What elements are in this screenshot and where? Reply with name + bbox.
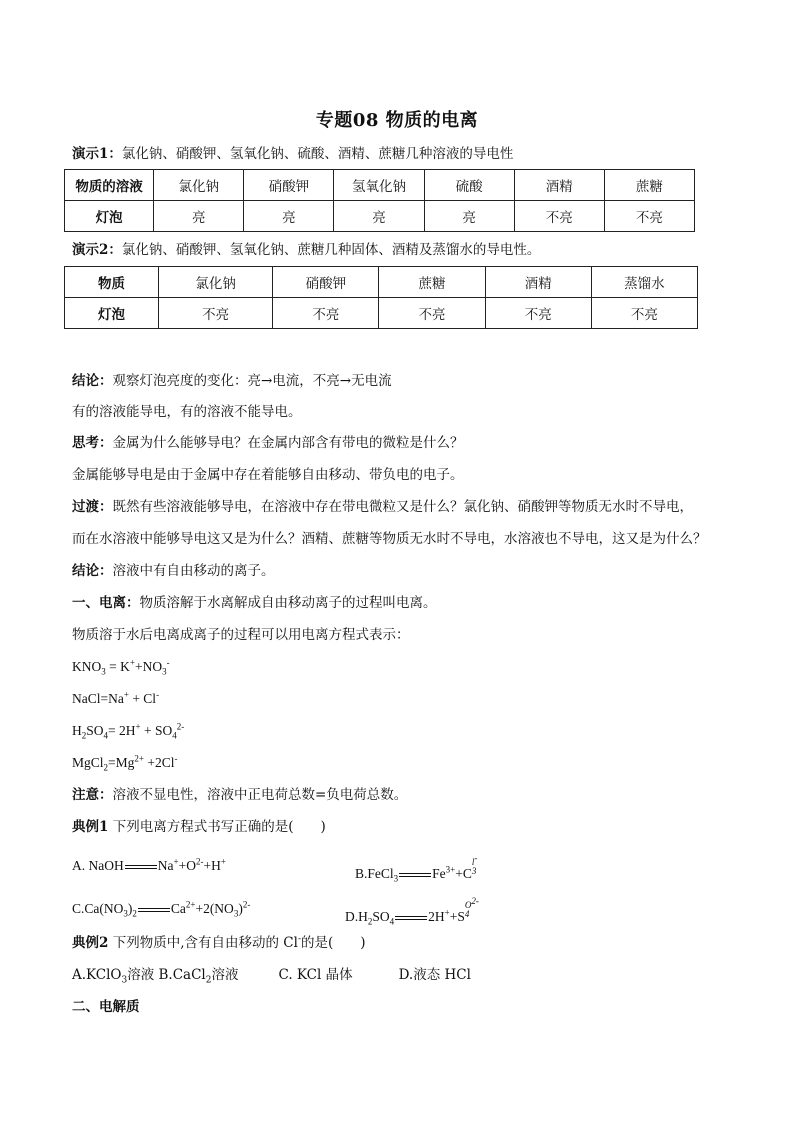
table-row: [65, 201, 695, 232]
table-cell: 氯化钠: [159, 267, 273, 298]
table-cell: 酒精: [485, 267, 591, 298]
table-cell: 亮: [424, 201, 514, 232]
table-cell: 灯泡: [65, 201, 154, 232]
conclusion1-label: 结论：: [72, 373, 113, 389]
equation-h2so4: $H_2SO_4= 2H^+ + SO_4^{2-}$: [72, 721, 185, 741]
example1-option-d: $D.H_2SO_4$ $2H^++SO^{2-}$ 4: [345, 896, 479, 927]
demo1-line: [72, 145, 513, 163]
table-cell: 不亮: [485, 298, 591, 329]
transition-line-1: [72, 498, 693, 516]
conclusion2-text: 溶液中有自由移动的离子。: [112, 563, 275, 579]
table-cell: 亮: [154, 201, 244, 232]
note-line: [72, 786, 407, 804]
table-cell: 不亮: [604, 201, 694, 232]
table-cell: 亮: [244, 201, 334, 232]
table-cell: 灯泡: [65, 298, 159, 329]
demo2-line: [72, 241, 540, 259]
example2-options: A.KClO$_3$溶液 B.CaCl$_2$溶液 C. KCl 晶体 D.液态 HCl: [72, 967, 471, 986]
conclusion2-label: 结论：: [72, 563, 113, 579]
example1-option-c: $C.Ca(NO_3)_2$ $Ca^{2+}+2(NO_3)^{2-}$: [72, 899, 251, 919]
table-cell: 不亮: [159, 298, 273, 329]
transition-label: 过渡：: [72, 499, 113, 515]
table-row: [65, 170, 695, 201]
demo1-text: 氯化钠、硝酸钾、氢氧化钠、硫酸、酒精、蔗糖几种溶液的导电性: [121, 146, 514, 162]
example2-label: 典例2: [72, 935, 109, 951]
example1-text: 下列电离方程式书写正确的是( ): [108, 819, 326, 835]
table-cell: 硫酸: [424, 170, 514, 201]
table-cell: 物质: [65, 267, 159, 298]
conclusion1-line: [72, 372, 392, 390]
equation-nacl: NaCl=Na+ + Cl-: [72, 689, 160, 706]
page-title: 专题08 物质的电离: [315, 110, 479, 131]
table-cell: 酒精: [514, 170, 604, 201]
demo2-label: 演示2：: [72, 242, 122, 258]
metal-line: 金属能够导电是由于金属中存在着能够自由移动、带负电的电子。: [72, 467, 464, 483]
section1-label: 一、电离：: [72, 595, 140, 611]
table-row: [65, 267, 698, 298]
section2-heading: 二、电解质: [72, 999, 140, 1015]
demo1-table: [64, 169, 695, 232]
section1-text: 物质溶解于水离解成自由移动离子的过程叫电离。: [139, 595, 437, 611]
example1-line: [72, 818, 326, 836]
table-cell: 硝酸钾: [244, 170, 334, 201]
table-cell: 氢氧化钠: [334, 170, 424, 201]
example1-label: 典例1: [72, 819, 109, 835]
demo2-table: [64, 266, 698, 329]
table-cell: 氯化钠: [154, 170, 244, 201]
demo2-text: 氯化钠、硝酸钾、氢氧化钠、蔗糖几种固体、酒精及蒸馏水的导电性。: [121, 242, 541, 258]
note-text: 溶液不显电性，溶液中正电荷总数=负电荷总数。: [112, 787, 408, 803]
transition-line-2: 而在水溶液中能够导电这又是为什么？酒精、蔗糖等物质无水时不导电，水溶液也不导电，这又是为什么？: [72, 531, 707, 547]
table-row: [65, 298, 698, 329]
table-cell: 不亮: [514, 201, 604, 232]
table-cell: 不亮: [591, 298, 697, 329]
table-cell: 不亮: [379, 298, 485, 329]
example1-option-b: B.FeCl$_3$ $Fe^{3+}+Cl^-$ 3: [355, 853, 478, 884]
section1-line: [72, 594, 437, 612]
think-line: [72, 434, 464, 452]
table-cell: 硝酸钾: [273, 267, 379, 298]
transition-text-1: 既然有些溶液能够导电，在溶液中存在带电微粒又是什么？氯化钠、硝酸钾等物质无水时不导电，: [112, 499, 693, 515]
example2-line: 典例2 下列物质中,含有自由移动的 Cl-的是( ): [72, 934, 366, 951]
table-cell: 蔗糖: [604, 170, 694, 201]
equation-kno3: $KNO_3 = K^++NO_3^-$: [72, 657, 170, 677]
conclusion1-text: 观察灯泡亮度的变化：亮→电流，不亮→无电流: [112, 373, 392, 389]
table-cell: 不亮: [273, 298, 379, 329]
example1-option-a: A. NaOH $Na^++O^{2-}+H^+$: [72, 856, 226, 873]
demo1-label: 演示1：: [72, 146, 122, 162]
conclusion2-line: [72, 562, 275, 580]
table-cell: 蔗糖: [379, 267, 485, 298]
table-cell: 蒸馏水: [591, 267, 697, 298]
think-label: 思考：: [72, 435, 113, 451]
table-cell: 亮: [334, 201, 424, 232]
think-text: 金属为什么能够导电？在金属内部含有带电的微粒是什么？: [112, 435, 464, 451]
equation-intro-line: 物质溶于水后电离成离子的过程可以用电离方程式表示：: [72, 627, 410, 643]
solutions-line: 有的溶液能导电，有的溶液不能导电。: [72, 404, 302, 420]
note-label: 注意：: [72, 787, 113, 803]
equation-mgcl2: $MgCl_2=Mg^{2+} +2Cl^-$: [72, 753, 178, 773]
table-cell: 物质的溶液: [65, 170, 154, 201]
